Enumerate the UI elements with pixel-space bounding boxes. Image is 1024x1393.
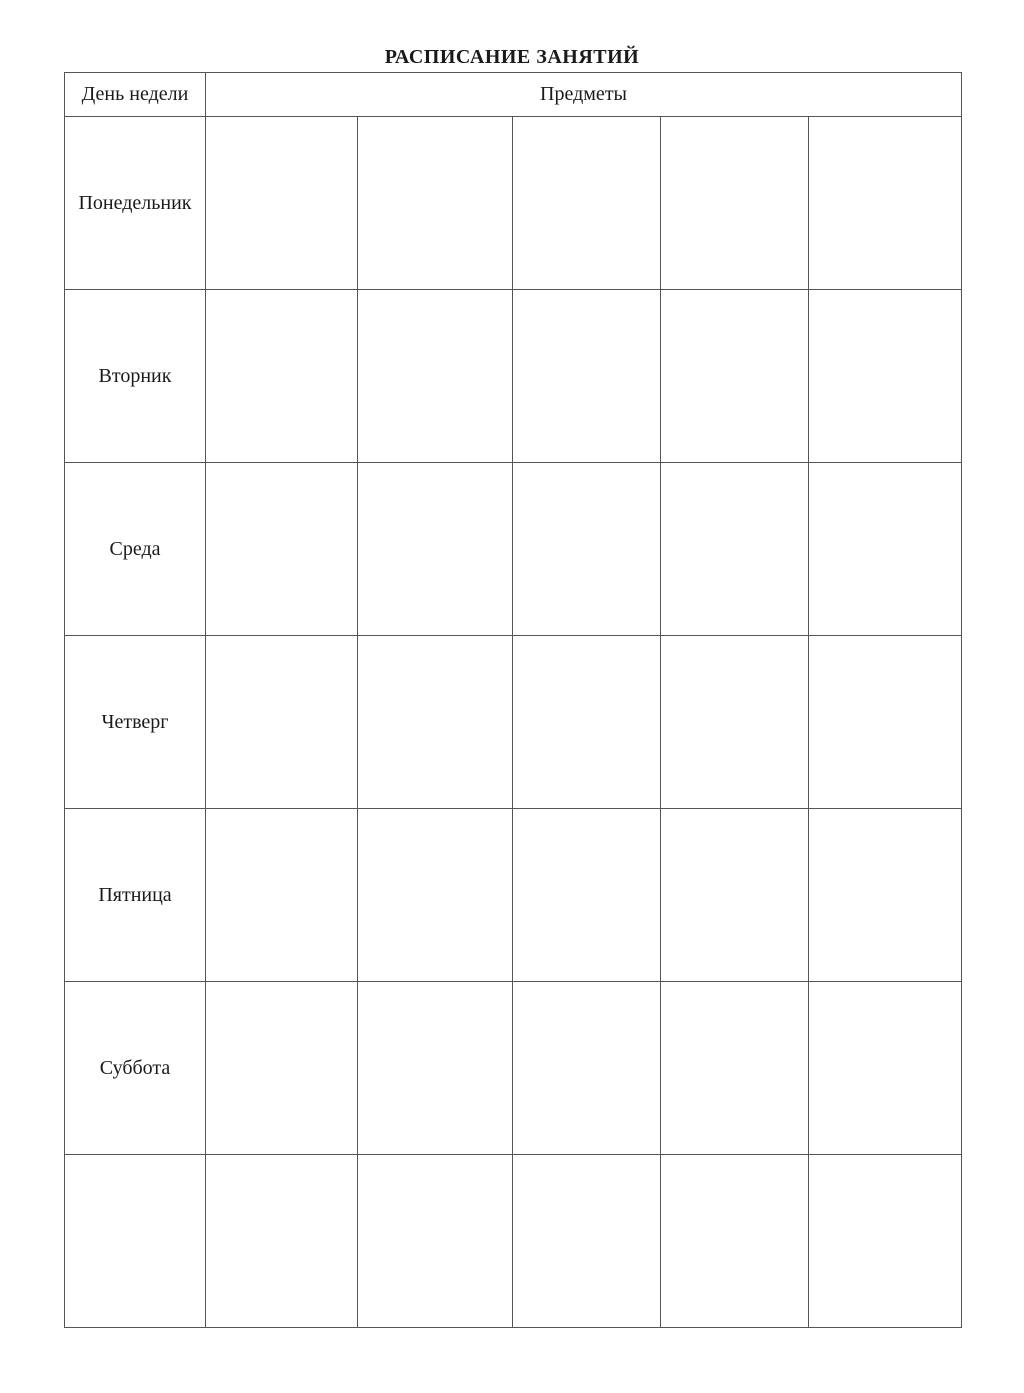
subject-cell[interactable] <box>206 117 358 290</box>
subject-cell[interactable] <box>513 290 661 463</box>
table-row <box>65 117 962 290</box>
subject-cell[interactable] <box>661 982 809 1155</box>
subject-cell[interactable] <box>206 636 358 809</box>
subject-cell[interactable] <box>809 809 962 982</box>
subject-cell[interactable] <box>661 809 809 982</box>
subject-cell[interactable] <box>513 1155 661 1328</box>
subject-cell[interactable] <box>206 1155 358 1328</box>
subject-cell[interactable] <box>358 463 513 636</box>
table-row <box>65 1155 962 1328</box>
table-row <box>65 982 962 1155</box>
page-title: РАСПИСАНИЕ ЗАНЯТИЙ <box>384 46 640 68</box>
header-day-of-week: День недели <box>65 73 206 117</box>
day-label-tuesday: Вторник <box>65 290 206 463</box>
subject-cell[interactable] <box>513 463 661 636</box>
subject-cell[interactable] <box>358 117 513 290</box>
subject-cell[interactable] <box>513 117 661 290</box>
subject-cell[interactable] <box>661 1155 809 1328</box>
subject-cell[interactable] <box>809 982 962 1155</box>
day-label-friday: Пятница <box>65 809 206 982</box>
header-subjects: Предметы <box>206 73 962 117</box>
subject-cell[interactable] <box>809 1155 962 1328</box>
subject-cell[interactable] <box>661 463 809 636</box>
subject-cell[interactable] <box>513 809 661 982</box>
subject-cell[interactable] <box>206 463 358 636</box>
subject-cell[interactable] <box>206 982 358 1155</box>
subject-cell[interactable] <box>358 982 513 1155</box>
subject-cell[interactable] <box>809 463 962 636</box>
schedule-table <box>64 72 962 1328</box>
day-label-wednesday: Среда <box>65 463 206 636</box>
table-row <box>65 636 962 809</box>
subject-cell[interactable] <box>358 636 513 809</box>
table-row <box>65 290 962 463</box>
table-row <box>65 809 962 982</box>
subject-cell[interactable] <box>661 117 809 290</box>
day-label-monday: Понедельник <box>65 117 206 290</box>
subject-cell[interactable] <box>206 290 358 463</box>
subject-cell[interactable] <box>809 117 962 290</box>
subject-cell[interactable] <box>809 290 962 463</box>
day-label-blank[interactable] <box>65 1155 206 1328</box>
subject-cell[interactable] <box>358 1155 513 1328</box>
table-row <box>65 463 962 636</box>
subject-cell[interactable] <box>206 809 358 982</box>
subject-cell[interactable] <box>358 809 513 982</box>
day-label-saturday: Суббота <box>65 982 206 1155</box>
subject-cell[interactable] <box>358 290 513 463</box>
subject-cell[interactable] <box>661 290 809 463</box>
subject-cell[interactable] <box>513 636 661 809</box>
subject-cell[interactable] <box>513 982 661 1155</box>
subject-cell[interactable] <box>661 636 809 809</box>
subject-cell[interactable] <box>809 636 962 809</box>
day-label-thursday: Четверг <box>65 636 206 809</box>
table-header-row <box>65 73 962 117</box>
